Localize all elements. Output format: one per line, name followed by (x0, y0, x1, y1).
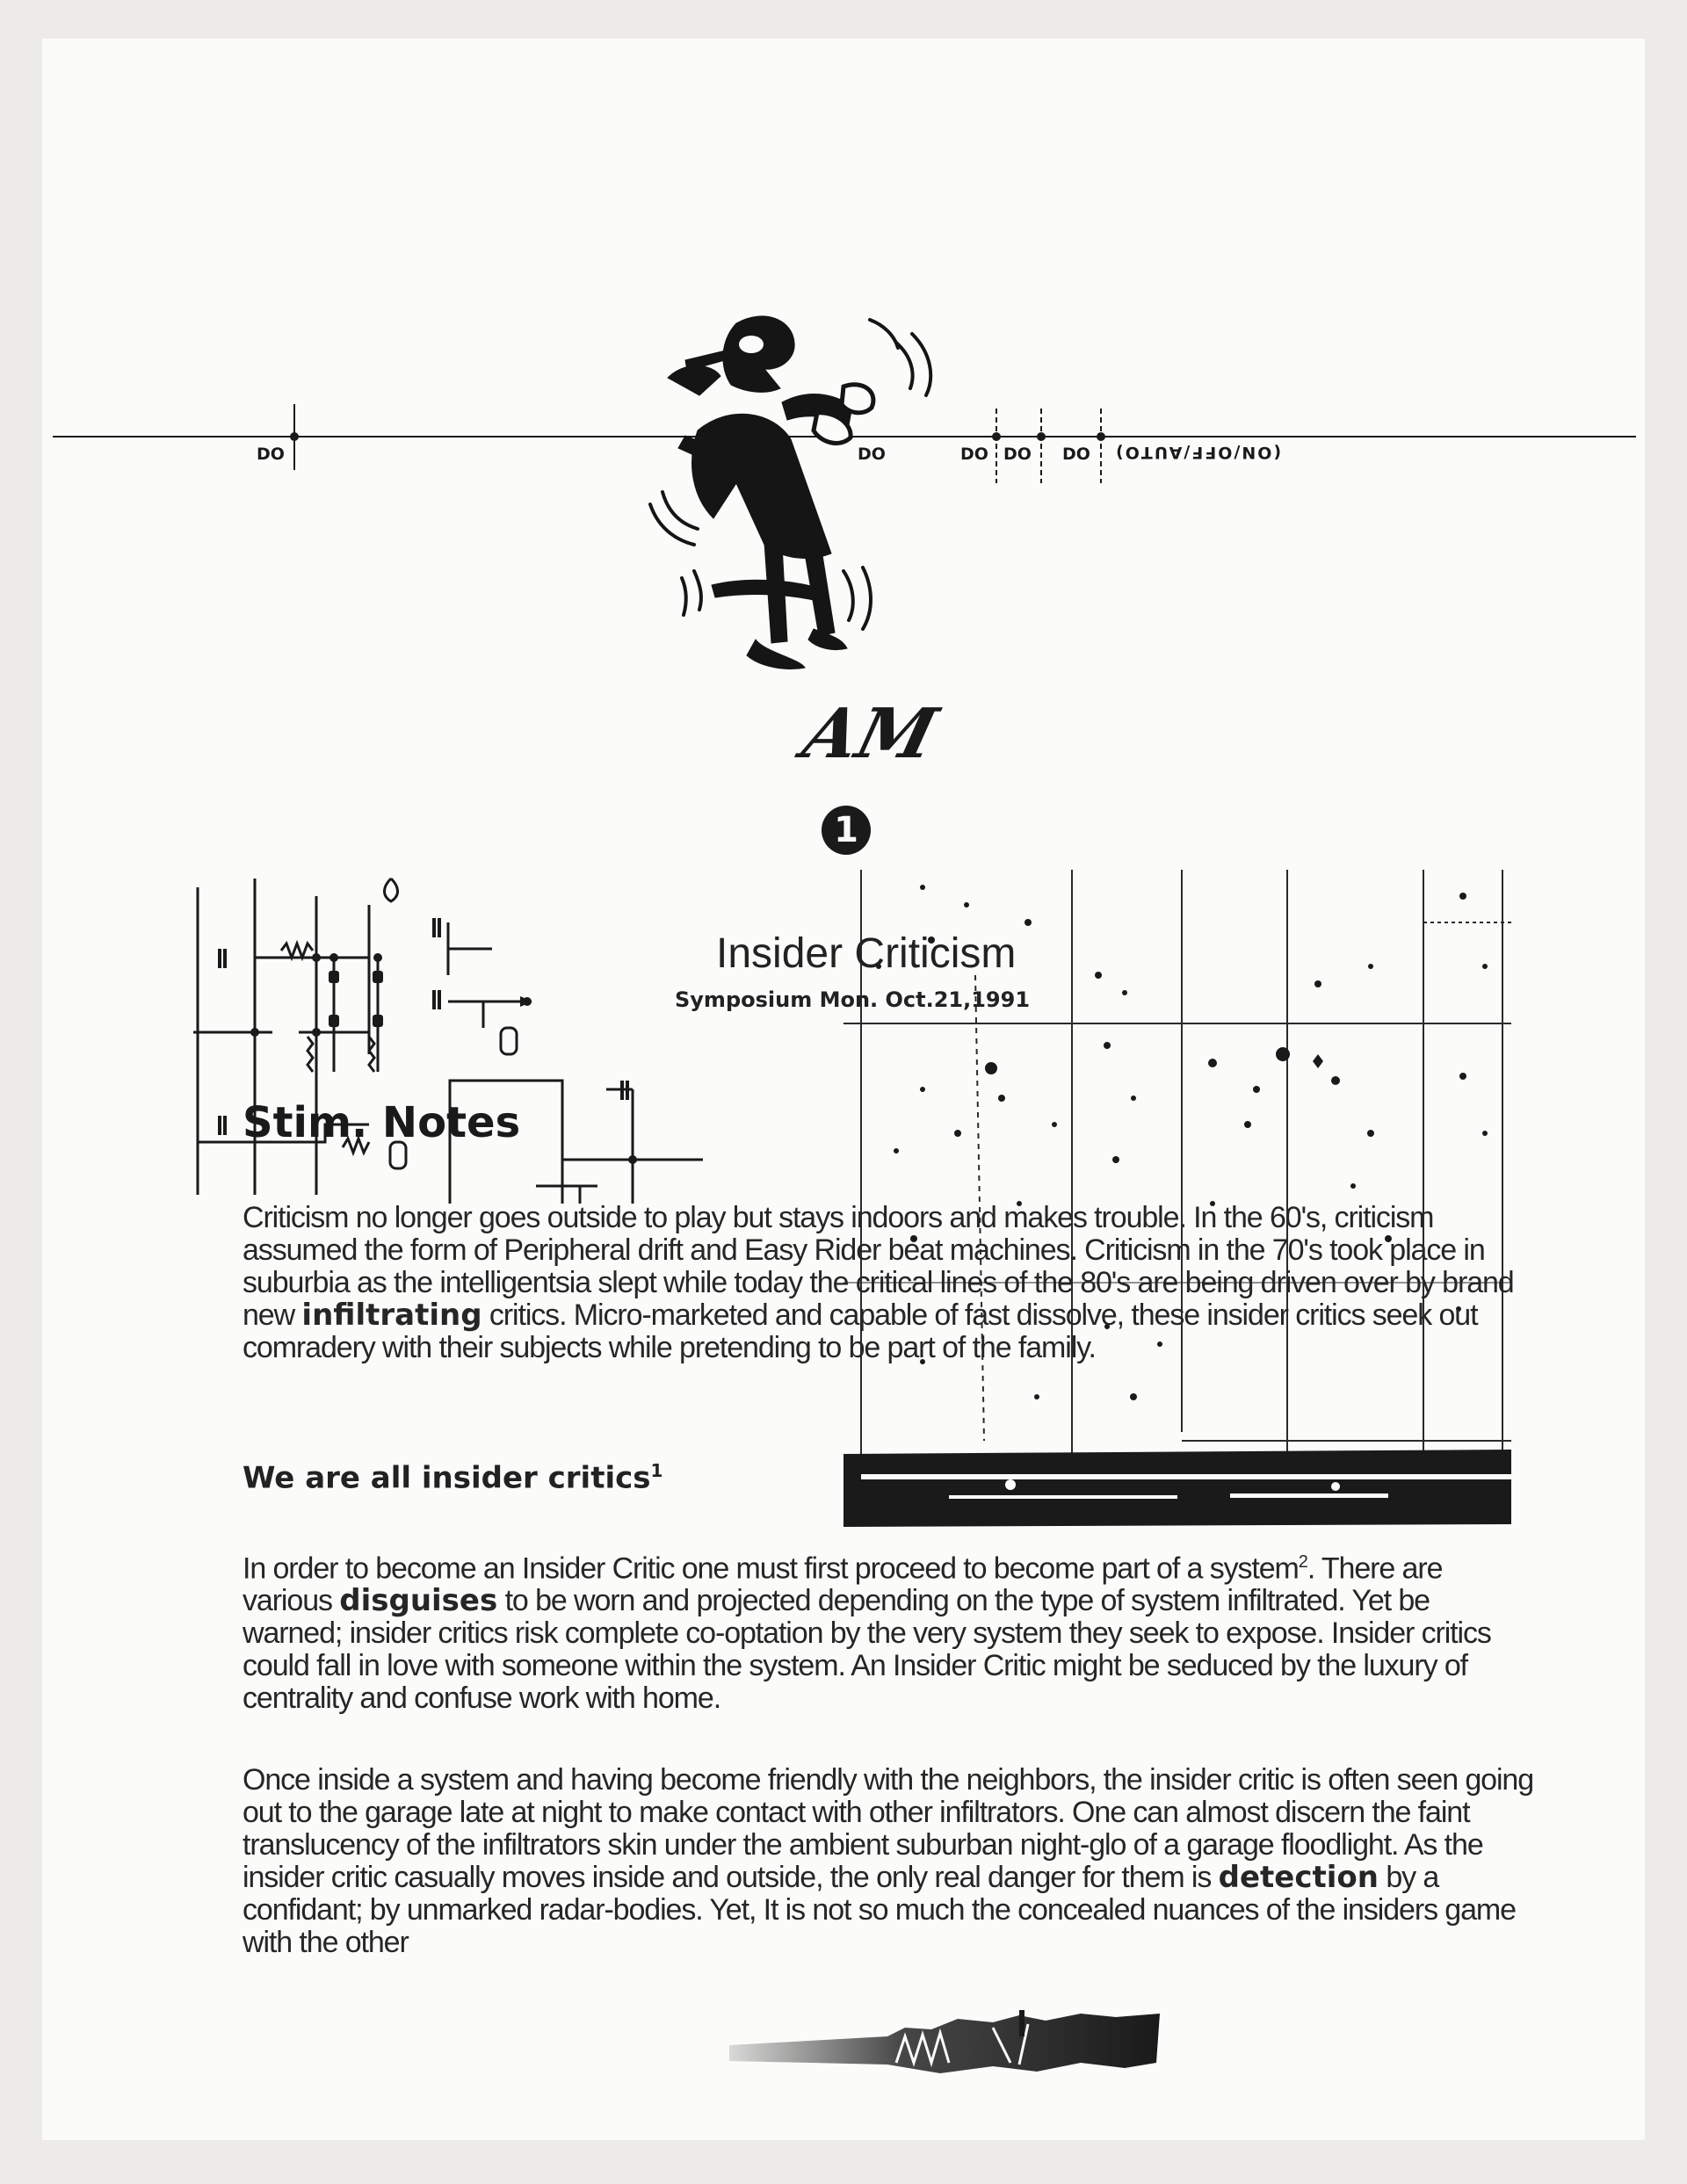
number-badge: 1 (822, 806, 871, 855)
do-label-5: DO (1062, 445, 1090, 464)
paragraph-2 (243, 1546, 1534, 1715)
do-label-1: DO (257, 445, 285, 464)
p2-emphasis: disguises (339, 1583, 498, 1619)
p2-text-3: to be worn and projected depending on the type of system infiltrated. Yet be warned; insider critics risk complete co-optation by the very system they seek to expose. Insider critics could fall in love with someone within the system. An Insider Critic might be seduced by the luxury of centrality and confuse work with home. (243, 1584, 1491, 1716)
section-heading: Stim. Notes (243, 1098, 521, 1147)
p2-text-1: In order to become an Insider Critic one must first proceed to become part of a system (243, 1551, 1299, 1586)
p3-text-1: Once inside a system and having become friendly with the neighbors, the insider critic is often seen going out to the garage late at night to make contact with other infiltrators. One can almost discern the faint translucency of the infiltrators skin under the ambient suburban night-glo of a garage floodlight. As the insider critic casually moves inside and outside, the only real danger for them is (243, 1763, 1534, 1894)
intro-text-2: critics. Micro-marketed and capable of fast dissolve, these insider critics seek out comradery with their subjects while pretending to be part of the family. (243, 1298, 1478, 1364)
document-title: Insider Criticism (716, 930, 1017, 977)
subheading-text: We are all insider critics (243, 1460, 651, 1496)
do-label-4: DO (1003, 445, 1032, 464)
intro-text-1: Criticism no longer goes outside to play but stays indoors and makes trouble. In the 60's, criticism assumed the form of Peripheral drift and Easy Rider beat machines. Criticism in the 70's took place in suburbia as the intelligentsia slept while today the critical lines of the 80's are being driven over by brand new (243, 1201, 1514, 1332)
p3-emphasis: detection (1218, 1860, 1379, 1895)
am-signature: AM (795, 694, 945, 774)
do-label-3: DO (960, 445, 988, 464)
mode-label: (ON/OFF/AUTO) (1114, 443, 1282, 462)
footnote-marker-2: 2 (1298, 1552, 1307, 1572)
subheading (243, 1460, 662, 1495)
bottom-decorative-graphic (729, 2010, 1160, 2080)
do-label-2: DO (858, 445, 886, 464)
document-subtitle: Symposium Mon. Oct.21,1991 (675, 987, 1031, 1012)
p3-text-2: by a confidant; by unmarked radar-bodies. Yet, It is not so much the concealed nuances of the insiders game with the other (243, 1861, 1516, 1959)
circuit-schematic-left (193, 870, 720, 1204)
intro-paragraph (243, 1202, 1534, 1364)
p2-text-2: . There are various (243, 1551, 1443, 1618)
intro-emphasis: infiltrating (301, 1298, 482, 1333)
paragraph-3 (243, 1764, 1534, 1959)
cartoon-figure-illustration (633, 307, 949, 694)
footnote-marker-1: 1 (650, 1460, 663, 1481)
